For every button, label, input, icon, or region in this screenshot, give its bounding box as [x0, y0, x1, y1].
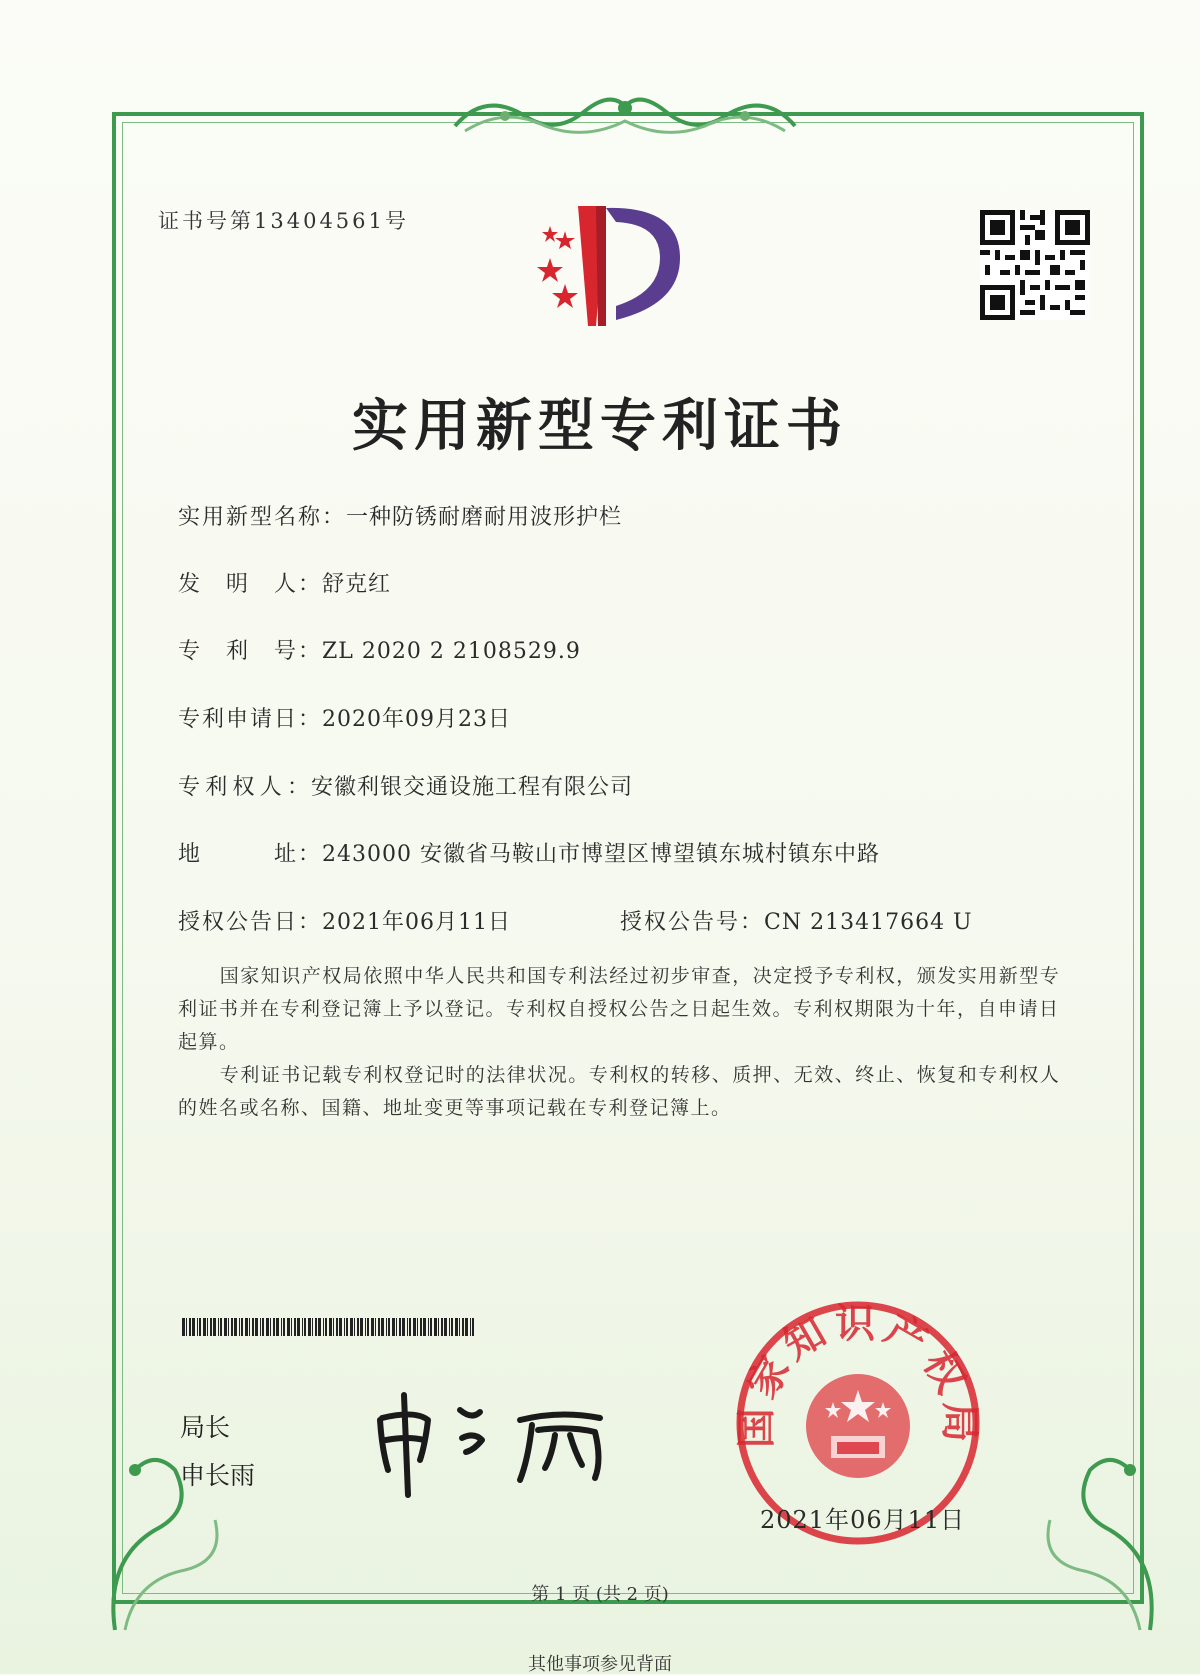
barcode-bar [218, 1318, 219, 1336]
field-value: CN 213417664 U [764, 910, 973, 935]
barcode-bar [350, 1318, 353, 1336]
barcode-bar [339, 1318, 342, 1336]
barcode-bar [312, 1318, 313, 1336]
barcode-bar [378, 1318, 380, 1336]
barcode-bar [344, 1318, 345, 1336]
field-value: 一种防锈耐磨耐用波形护栏 [346, 505, 623, 530]
field-value: 243000 安徽省马鞍山市博望区博望镇东城村镇东中路 [322, 842, 880, 867]
field-patent-number [178, 634, 581, 665]
seal-date: 2021年06月11日 [760, 1506, 966, 1534]
barcode-bar [308, 1318, 311, 1336]
barcode-bar [252, 1318, 254, 1336]
barcode-bar [409, 1318, 411, 1336]
barcode-bar [182, 1318, 185, 1336]
barcode-bar [192, 1318, 195, 1336]
barcode-bar [228, 1318, 229, 1336]
field-label: 授权公告日： [178, 910, 323, 935]
barcode-bar [417, 1318, 418, 1336]
barcode-bar [302, 1318, 303, 1336]
barcode-bar [287, 1318, 290, 1336]
barcode-bar [420, 1318, 422, 1336]
barcode-bar [336, 1318, 338, 1336]
barcode-bar [407, 1318, 408, 1336]
barcode-bar [186, 1318, 187, 1336]
field-value: 安徽利银交通设施工程有限公司 [311, 775, 634, 800]
barcode-bar [470, 1318, 471, 1336]
barcode-bar [213, 1318, 216, 1336]
barcode-bar [323, 1318, 324, 1336]
barcode [182, 1318, 478, 1336]
barcode-bar [241, 1318, 243, 1336]
barcode-bar [375, 1318, 376, 1336]
barcode-bar [371, 1318, 374, 1336]
barcode-bar [189, 1318, 191, 1336]
barcode-bar [207, 1318, 208, 1336]
field-label: 地 址： [178, 842, 323, 867]
field-inventor [178, 567, 391, 598]
field-value: 2021年06月11日 [322, 910, 511, 935]
barcode-bar [239, 1318, 240, 1336]
barcode-bar [434, 1318, 437, 1336]
field-patentee [178, 770, 633, 801]
seal-text: 国家知识产权局 [733, 1301, 983, 1449]
field-value: 舒克红 [322, 572, 392, 597]
field-address [178, 837, 880, 868]
barcode-bar [428, 1318, 429, 1336]
barcode-bar [441, 1318, 443, 1336]
barcode-bar [444, 1318, 447, 1336]
field-label: 发 明 人： [178, 572, 323, 597]
barcode-bar [294, 1318, 296, 1336]
field-application-date [178, 702, 511, 733]
field-grant-number [620, 905, 973, 936]
barcode-bar [459, 1318, 460, 1336]
barcode-bar [203, 1318, 206, 1336]
barcode-bar [210, 1318, 212, 1336]
cnipa-logo [530, 196, 700, 336]
barcode-bar [472, 1318, 474, 1336]
barcode-bar [315, 1318, 317, 1336]
barcode-bar [297, 1318, 300, 1336]
barcode-bar [354, 1318, 355, 1336]
field-value: ZL 2020 2 2108529.9 [322, 639, 581, 664]
barcode-bar [386, 1318, 387, 1336]
field-utility-model-name [178, 500, 622, 531]
field-label: 专利申请日： [178, 707, 323, 732]
page-number: 第 1 页 (共 2 页) [531, 1584, 669, 1605]
barcode-bar [291, 1318, 292, 1336]
barcode-bar [262, 1318, 264, 1336]
barcode-bar [367, 1318, 369, 1336]
barcode-bar [360, 1318, 363, 1336]
barcode-bar [224, 1318, 227, 1336]
barcode-bar [462, 1318, 464, 1336]
director-name: 申长雨 [180, 1461, 256, 1490]
barcode-bar [281, 1318, 282, 1336]
notice-paragraph-grant: 国家知识产权局依照中华人民共和国专利法经过初步审查，决定授予专利权，颁发实用新型专利证书并在专利登记簿上予以登记。专利权自授权公告之日起生效。专利权期限为十年，自申请日起算。 [178, 965, 1061, 1053]
barcode-bar [266, 1318, 269, 1336]
barcode-bar [329, 1318, 332, 1336]
barcode-bar [255, 1318, 258, 1336]
top-scroll-ornament [445, 86, 805, 146]
legal-notice [178, 960, 1068, 1125]
certificate-title: 实用新型专利证书 [352, 393, 848, 459]
barcode-bar [273, 1318, 275, 1336]
barcode-bar [402, 1318, 405, 1336]
barcode-bar [249, 1318, 250, 1336]
barcode-bar [451, 1318, 453, 1336]
barcode-bar [283, 1318, 285, 1336]
barcode-bar [381, 1318, 384, 1336]
field-grant-date [178, 905, 511, 936]
barcode-bar [430, 1318, 432, 1336]
right-corner-ornament [1010, 1440, 1170, 1640]
barcode-bar [325, 1318, 327, 1336]
barcode-bar [245, 1318, 248, 1336]
field-label: 专利权人： [178, 775, 311, 800]
field-label: 实用新型名称： [178, 505, 347, 530]
barcode-bar [276, 1318, 279, 1336]
back-side-note: 其他事项参见背面 [528, 1654, 672, 1675]
barcode-bar [346, 1318, 348, 1336]
barcode-bar [388, 1318, 390, 1336]
notice-paragraph-status: 专利证书记载专利权登记时的法律状况。专利权的转移、质押、无效、终止、恢复和专利权人的姓名或名称、国籍、地址变更等事项记载在专利登记簿上。 [178, 1064, 1061, 1119]
barcode-bar [449, 1318, 450, 1336]
barcode-bar [199, 1318, 201, 1336]
barcode-bar [234, 1318, 237, 1336]
barcode-bar [260, 1318, 261, 1336]
barcode-bar [318, 1318, 321, 1336]
director-title: 局长 [180, 1413, 231, 1442]
barcode-bar [333, 1318, 334, 1336]
barcode-bar [197, 1318, 198, 1336]
barcode-bar [365, 1318, 366, 1336]
certificate-number: 证书号第13404561号 [158, 209, 409, 233]
field-value: 2020年09月23日 [322, 707, 511, 732]
barcode-bar [392, 1318, 395, 1336]
field-label: 授权公告号： [620, 910, 765, 935]
barcode-bar [455, 1318, 458, 1336]
barcode-bar [220, 1318, 222, 1336]
barcode-bar [231, 1318, 233, 1336]
field-label: 专 利 号： [178, 639, 323, 664]
barcode-bar [438, 1318, 439, 1336]
barcode-bar [413, 1318, 416, 1336]
barcode-bar [304, 1318, 306, 1336]
barcode-bar [357, 1318, 359, 1336]
barcode-bar [423, 1318, 426, 1336]
barcode-bar [465, 1318, 468, 1336]
qr-code [980, 210, 1090, 320]
barcode-bar [270, 1318, 271, 1336]
barcode-bar [399, 1318, 401, 1336]
barcode-bar [396, 1318, 397, 1336]
handwritten-signature [370, 1380, 630, 1500]
